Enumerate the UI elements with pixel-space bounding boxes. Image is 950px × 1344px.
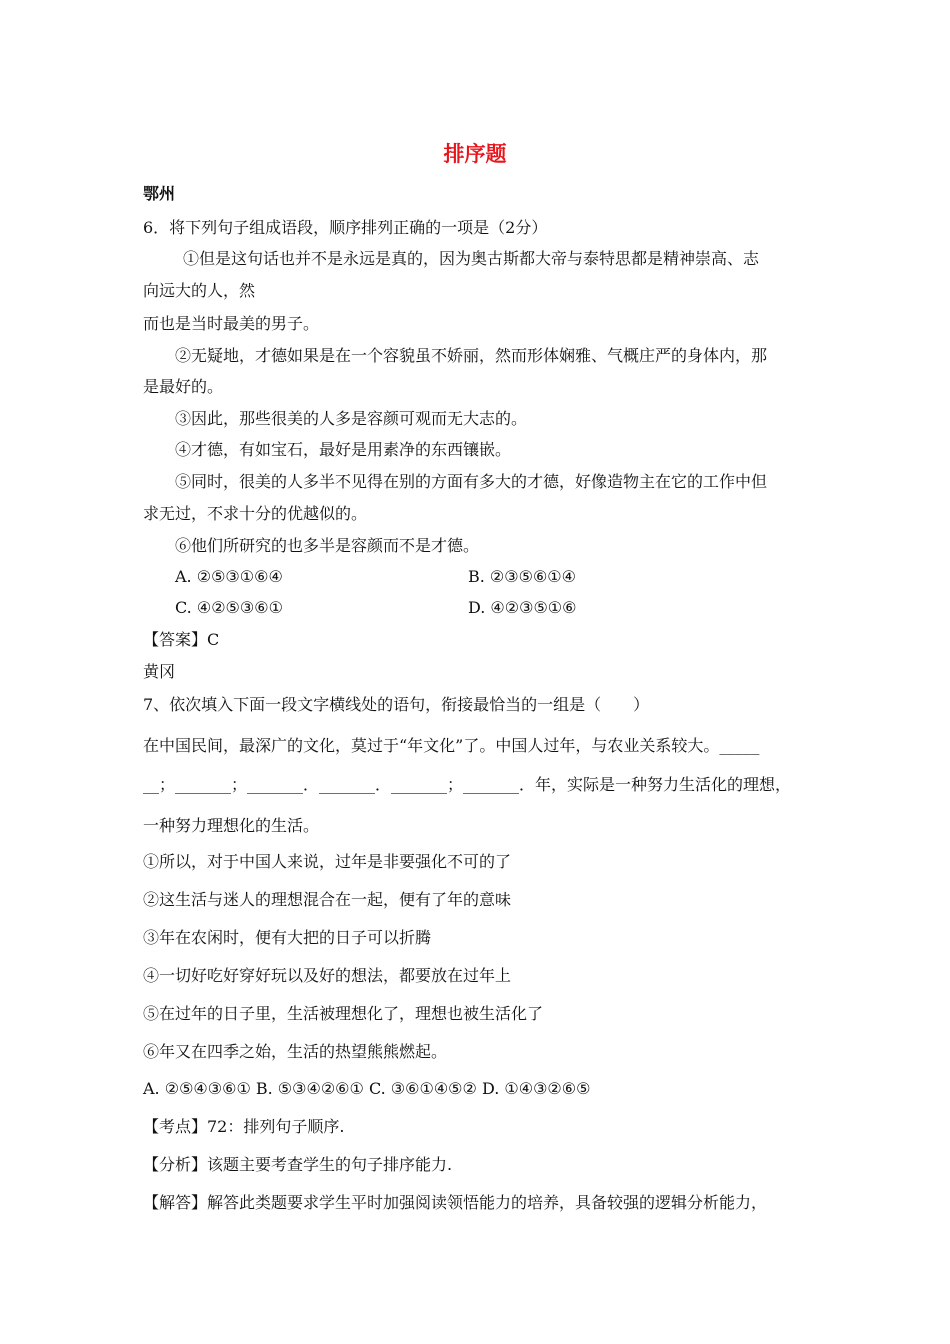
- question-6-stem: 6．将下列句子组成语段，顺序排列正确的一项是（2分）: [143, 218, 548, 237]
- passage-line-3: 一种努力理想化的生活。: [143, 816, 320, 835]
- question-7-options: A. ②⑤④③⑥① B. ⑤③④②⑥① C. ③⑥①④⑤② D. ①④③②⑥⑤: [143, 1079, 591, 1098]
- option-d: D. ④②③⑤①⑥: [468, 598, 577, 617]
- sentence-3: ③因此，那些很美的人多是容颜可观而无大志的。: [175, 409, 528, 428]
- option-b: B. ②③⑤⑥①④: [468, 567, 576, 586]
- sentence-2-line-2: 是最好的。: [143, 377, 224, 396]
- page-title: 排序题: [443, 142, 507, 166]
- sentence-1-line-1: ①但是这句话也并不是永远是真的，因为奥古斯都大帝与泰特思都是精神崇高、志: [183, 249, 760, 268]
- item-2: ②这生活与迷人的理想混合在一起，便有了年的意味: [143, 890, 512, 909]
- item-5: ⑤在过年的日子里，生活被理想化了，理想也被生活化了: [143, 1004, 544, 1023]
- sentence-5-line-2: 求无过，不求十分的优越似的。: [143, 504, 368, 523]
- item-1: ①所以，对于中国人来说，过年是非要强化不可的了: [143, 852, 512, 871]
- item-6: ⑥年又在四季之始，生活的热望熊熊燃起。: [143, 1042, 448, 1061]
- sentence-5-line-1: ⑤同时，很美的人多半不见得在别的方面有多大的才德，好像造物主在它的工作中但: [175, 472, 768, 491]
- item-3: ③年在农闲时，便有大把的日子可以折腾: [143, 928, 432, 947]
- fenxi-line: 【分析】该题主要考查学生的句子排序能力.: [143, 1155, 453, 1174]
- kaodian-line: 【考点】72：排列句子顺序.: [143, 1117, 345, 1136]
- sentence-1-line-2: 向远大的人，然: [143, 281, 256, 300]
- sentence-4: ④才德，有如宝石，最好是用素净的东西镶嵌。: [175, 440, 512, 459]
- passage-line-1: 在中国民间，最深广的文化，莫过于“年文化”了。中国人过年，与农业关系较大。_____: [143, 736, 760, 755]
- question-7-stem: 7、依次填入下面一段文字横线处的语句，衔接最恰当的一组是（ ）: [143, 695, 650, 714]
- option-c: C. ④②⑤③⑥①: [175, 598, 283, 617]
- sentence-2-line-1: ②无疑地，才德如果是在一个容貌虽不娇丽，然而形体娴雅、气概庄严的身体内，那: [175, 346, 768, 365]
- jieda-line: 【解答】解答此类题要求学生平时加强阅读领悟能力的培养，具备较强的逻辑分析能力，: [143, 1193, 768, 1212]
- passage-line-2: __；_______；_______．_______．_______；_______．年，实际是一种努力生活化的理想，: [143, 775, 792, 794]
- region-label-ezhou: 鄂州: [143, 184, 176, 203]
- answer-label: 【答案】C: [143, 630, 220, 649]
- sentence-1-line-3: 而也是当时最美的男子。: [143, 314, 320, 333]
- sentence-6: ⑥他们所研究的也多半是容颜而不是才德。: [175, 536, 480, 555]
- item-4: ④一切好吃好穿好玩以及好的想法，都要放在过年上: [143, 966, 512, 985]
- option-a: A. ②⑤③①⑥④: [175, 567, 283, 586]
- region-label-huanggang: 黄冈: [143, 662, 176, 681]
